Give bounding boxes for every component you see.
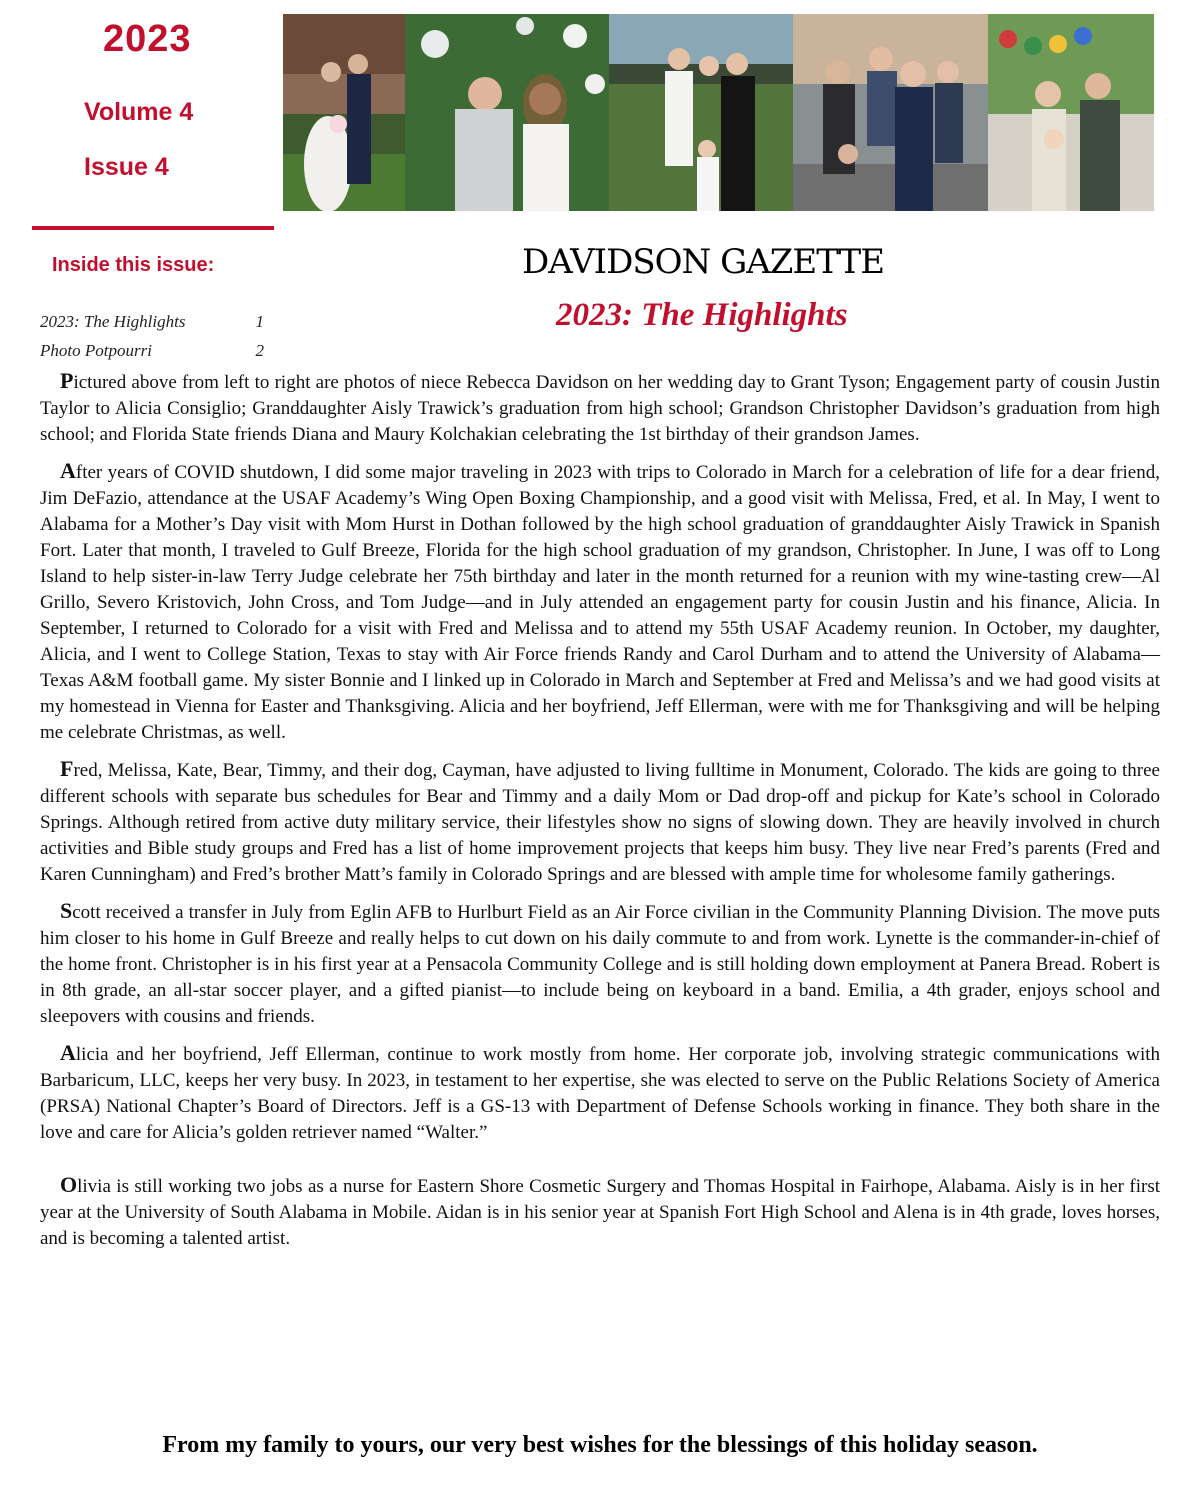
toc-item-label: Photo Potpourri [40,341,152,360]
article-paragraph [40,756,1160,888]
paragraph-text: livia is still working two jobs as a nurse for Eastern Shore Cosmetic Surgery and Thomas Hospital in Fairhope, Alabama. Aisly is in her first year at the University of South Alabama in Mobile. Aidan is in his senior year at Spanish Fort High School and Alena is in 4th grade, loves horses, and is becoming a talented artist. [40,1176,1160,1249]
paragraph-text: red, Melissa, Kate, Bear, Timmy, and their dog, Cayman, have adjusted to living fulltime in Monument, Colorado. The kids are going to three different schools with separate bus schedules for Bear and Timmy and a daily Mom or Dad drop-off and pickup for Kate’s school in Colorado Springs. Although retired from active duty military service, their lifestyles show no signs of slowing down. They are heavily involved in church activities and Bible study groups and Fred has a list of home improvement projects that keeps him busy. They live near Fred’s parents (Fred and Karen Cunningham) and Fred’s brother Matt’s family in Colorado Springs and are blessed with ample time for wholesome family gatherings. [40,760,1160,885]
paragraph-initial: F [60,756,74,781]
toc-item-page: 2 [255,341,264,360]
article-paragraph [40,458,1160,746]
paragraph-text: ictured above from left to right are photos of niece Rebecca Davidson on her wedding day to Grant Tyson; Engagement party of cousin Justin Taylor to Alicia Consiglio; Granddaughter Aisly Trawick’s graduation from high school; Grandson Christopher Davidson’s graduation from high school; and Florida State friends Diana and Maury Kolchakian celebrating the 1st birthday of their grandson James. [40,372,1160,445]
paragraph-initial: A [60,458,76,483]
birthday-photo [988,14,1154,211]
article-paragraph [40,898,1160,1030]
masthead-year: 2023 [103,18,192,60]
article-paragraph [40,1172,1160,1252]
toc-item[interactable] [40,336,270,365]
section-title: 2023: The Highlights [556,297,848,333]
paragraph-initial: O [60,1172,78,1197]
paragraph-text: fter years of COVID shutdown, I did some major traveling in 2023 with trips to Colorado in March for a celebration of life for a dear friend, Jim DeFazio, attendance at the USAF Academy’s Wing Open Boxing Championship, and a good visit with Melissa, Fred, et al. In May, I went to Alabama for a Mother’s Day visit with Mom Hurst in Dothan followed by the high school graduation of granddaughter Aisly Trawick in Spanish Fort. Later that month, I traveled to Gulf Breeze, Florida for the high school graduation of my grandson, Christopher. In June, I was off to Long Island to help sister-in-law Terry Judge celebrate her 75th birthday and later in the month returned for a reunion with my wine-tasting crew—Al Grillo, Severo Kristovich, John Cross, and Tom Judge—and in July attended an engagement party for cousin Justin and his finance, Alicia. In September, I returned to Colorado for a visit with Fred and Melissa and to attend my 55th USAF Academy reunion. In October, my daughter, Alicia, and I went to College Station, Texas to stay with Air Force friends Randy and Carol Durham and to attend the University of Alabama—Texas A&M football game. My sister Bonnie and I linked up in Colorado in March and September at Fred and Melissa’s and we had good visits at my homestead in Vienna for Easter and Thanksgiving. Alicia and her boyfriend, Jeff Ellerman, were with me for Thanksgiving and will be helping me celebrate Christmas, as well. [40,462,1160,743]
engagement-party-photo [405,14,609,211]
graduation-photo-christopher [793,14,988,211]
article-paragraph [40,368,1160,448]
paragraph-text: cott received a transfer in July from Eglin AFB to Hurlburt Field as an Air Force civilian in the Community Planning Division. The move puts him closer to his home in Gulf Breeze and really helps to cut down on his daily commute to and from work. Lynette is the commander-in-chief of the home front. Christopher is in his first year at a Pensacola Community College and is still holding down employment at Panera Bread. Robert is in 8th grade, an all-star soccer player, and a gifted pianist—to include being on keyboard in a band. Emilia, a 4th grader, enjoys school and sleepovers with cousins and friends. [40,902,1160,1027]
masthead-volume: Volume 4 [84,98,194,126]
paragraph-initial: P [60,368,74,393]
inside-this-issue-heading: Inside this issue: [52,254,215,276]
paragraph-initial: A [60,1040,76,1065]
article-paragraph [40,1040,1160,1146]
paragraph-text: licia and her boyfriend, Jeff Ellerman, continue to work mostly from home. Her corporate job, involving strategic communications with Barbaricum, LLC, keeps her very busy. In 2023, in testament to her expertise, she was elected to serve on the Public Relations Society of America (PRSA) National Chapter’s Board of Directors. Jeff is a GS-13 with Department of Defense Schools working in finance. They both share in the love and care for Alicia’s golden retriever named “Walter.” [40,1044,1160,1143]
newsletter-title: DAVIDSON GAZETTE [522,242,885,282]
toc-item[interactable] [40,307,270,336]
photo-strip [283,14,1154,211]
masthead-issue: Issue 4 [84,153,169,181]
table-of-contents [40,307,270,365]
article-body [40,368,1160,1262]
masthead-divider [32,226,274,230]
graduation-photo-aisly [609,14,793,211]
wedding-photo [283,14,405,211]
toc-item-label: 2023: The Highlights [40,312,186,331]
toc-item-page: 1 [255,312,264,331]
paragraph-initial: S [60,898,73,923]
closing-greeting: From my family to yours, our very best wishes for the blessings of this holiday season. [162,1432,1038,1458]
